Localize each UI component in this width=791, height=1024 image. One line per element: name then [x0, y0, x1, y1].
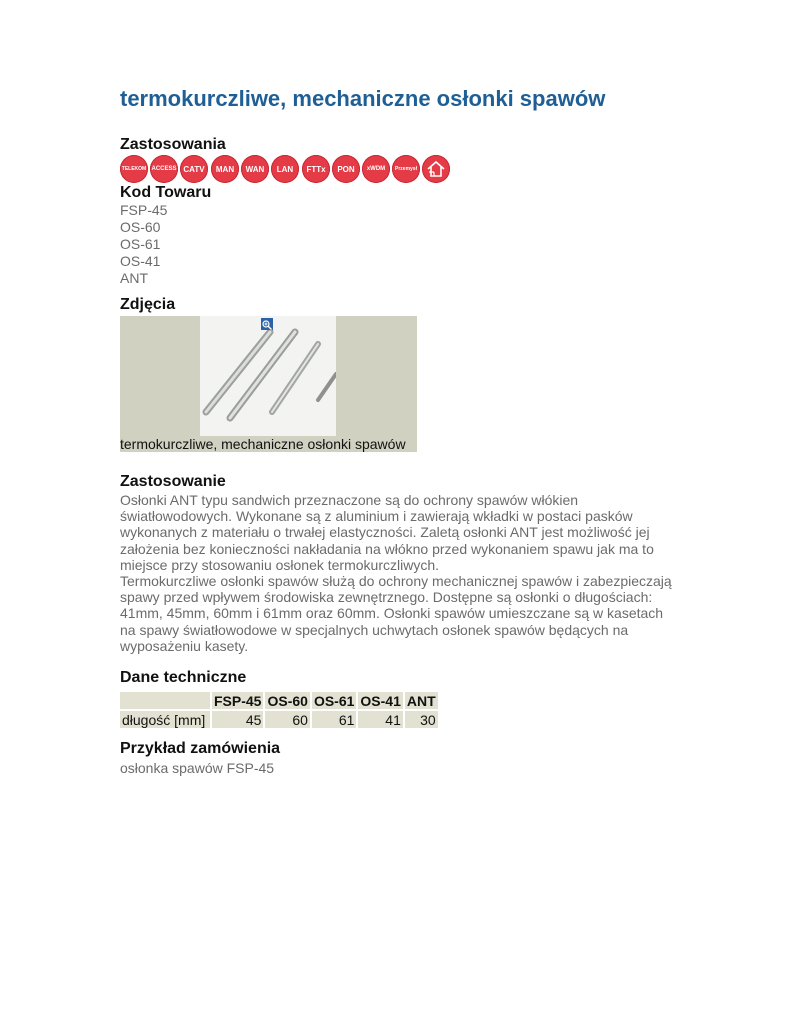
table-cell: 30: [405, 711, 438, 728]
badge-xwdm[interactable]: xWDM: [362, 155, 390, 183]
table-header-cell: [120, 692, 210, 709]
table-header-cell: ANT: [406, 692, 436, 709]
badge-man[interactable]: MAN: [211, 155, 239, 183]
table-header-cell: OS-60: [267, 692, 308, 709]
table-header-cell: OS-61: [313, 692, 355, 709]
photo-gallery: [120, 316, 417, 452]
badge-przemysl[interactable]: Przemysł: [392, 155, 420, 183]
product-code-item: OS-60: [120, 219, 161, 235]
badge-wan[interactable]: WAN: [241, 155, 269, 183]
badge-fttx[interactable]: FTTx: [302, 155, 330, 183]
technical-data-table: [118, 690, 440, 730]
zoom-in-icon[interactable]: [261, 318, 273, 330]
product-code-item: OS-61: [120, 236, 161, 252]
technical-data-heading: Dane techniczne: [120, 669, 247, 686]
table-cell: 61: [312, 711, 356, 728]
table-row-label: długość [mm]: [120, 711, 210, 728]
home-outline-icon: [425, 158, 447, 180]
usage-paragraph: Termokurczliwe osłonki spawów służą do ochrony mechanicznej spawów i zabezpieczają spawy przed wpływem środowiska zewnętrznego. Dostępne są osłonki o długościach: 41mm, 45mm, 60mm i 61mm oraz 60mm. Osłonki spawów umieszczane są w kasetach na spawy światłowodowe w specjalnych uchwytach osłonek spawów będących na wyposażeniu kasety.: [120, 573, 672, 654]
badge-telekom[interactable]: TELEKOM: [120, 155, 148, 183]
order-example-text: osłonka spawów FSP-45: [120, 760, 275, 776]
badge-catv[interactable]: CATV: [180, 155, 208, 183]
product-photo[interactable]: [200, 316, 336, 436]
product-code-item: ANT: [120, 270, 148, 286]
usage-heading: Zastosowanie: [120, 473, 226, 490]
product-code-item: FSP-45: [120, 202, 168, 218]
table-header-row: [120, 692, 438, 709]
badge-lan[interactable]: LAN: [271, 155, 299, 183]
product-codes-heading: Kod Towaru: [120, 184, 212, 201]
photo-caption: termokurczliwe, mechaniczne osłonki spawów: [120, 436, 406, 452]
table-cell: 60: [265, 711, 309, 728]
applications-heading: Zastosowania: [120, 136, 226, 153]
table-cell: 41: [358, 711, 402, 728]
table-row: [120, 711, 438, 728]
usage-description: [120, 492, 680, 654]
table-header-cell: FSP-45: [214, 692, 262, 709]
product-code-item: OS-41: [120, 253, 161, 269]
badge-access[interactable]: ACCESS: [150, 155, 178, 183]
splice-sleeves-image: [200, 316, 336, 436]
table-header-cell: OS-41: [360, 692, 401, 709]
usage-paragraph: Osłonki ANT typu sandwich przeznaczone są do ochrony spawów włókien światłowodowych. Wykonane są z aluminium i zawierają wkładki w postaci pasków wykonanych z materiału o trwałej elastyczności. Zaletą osłonki ANT jest możliwość jej założenia bez konieczności nakładania na włókno przed wykonaniem spawu jak ma to miejsce przy stosowaniu osłonek termokurczliwych.: [120, 492, 654, 573]
order-example-heading: Przykład zamówienia: [120, 740, 281, 757]
application-badges: [120, 155, 450, 183]
badge-pon[interactable]: PON: [332, 155, 360, 183]
table-cell: 45: [212, 711, 263, 728]
photos-heading: Zdjęcia: [120, 296, 176, 313]
badge-home[interactable]: [422, 155, 450, 183]
page-title: termokurczliwe, mechaniczne osłonki spawów: [120, 86, 606, 111]
